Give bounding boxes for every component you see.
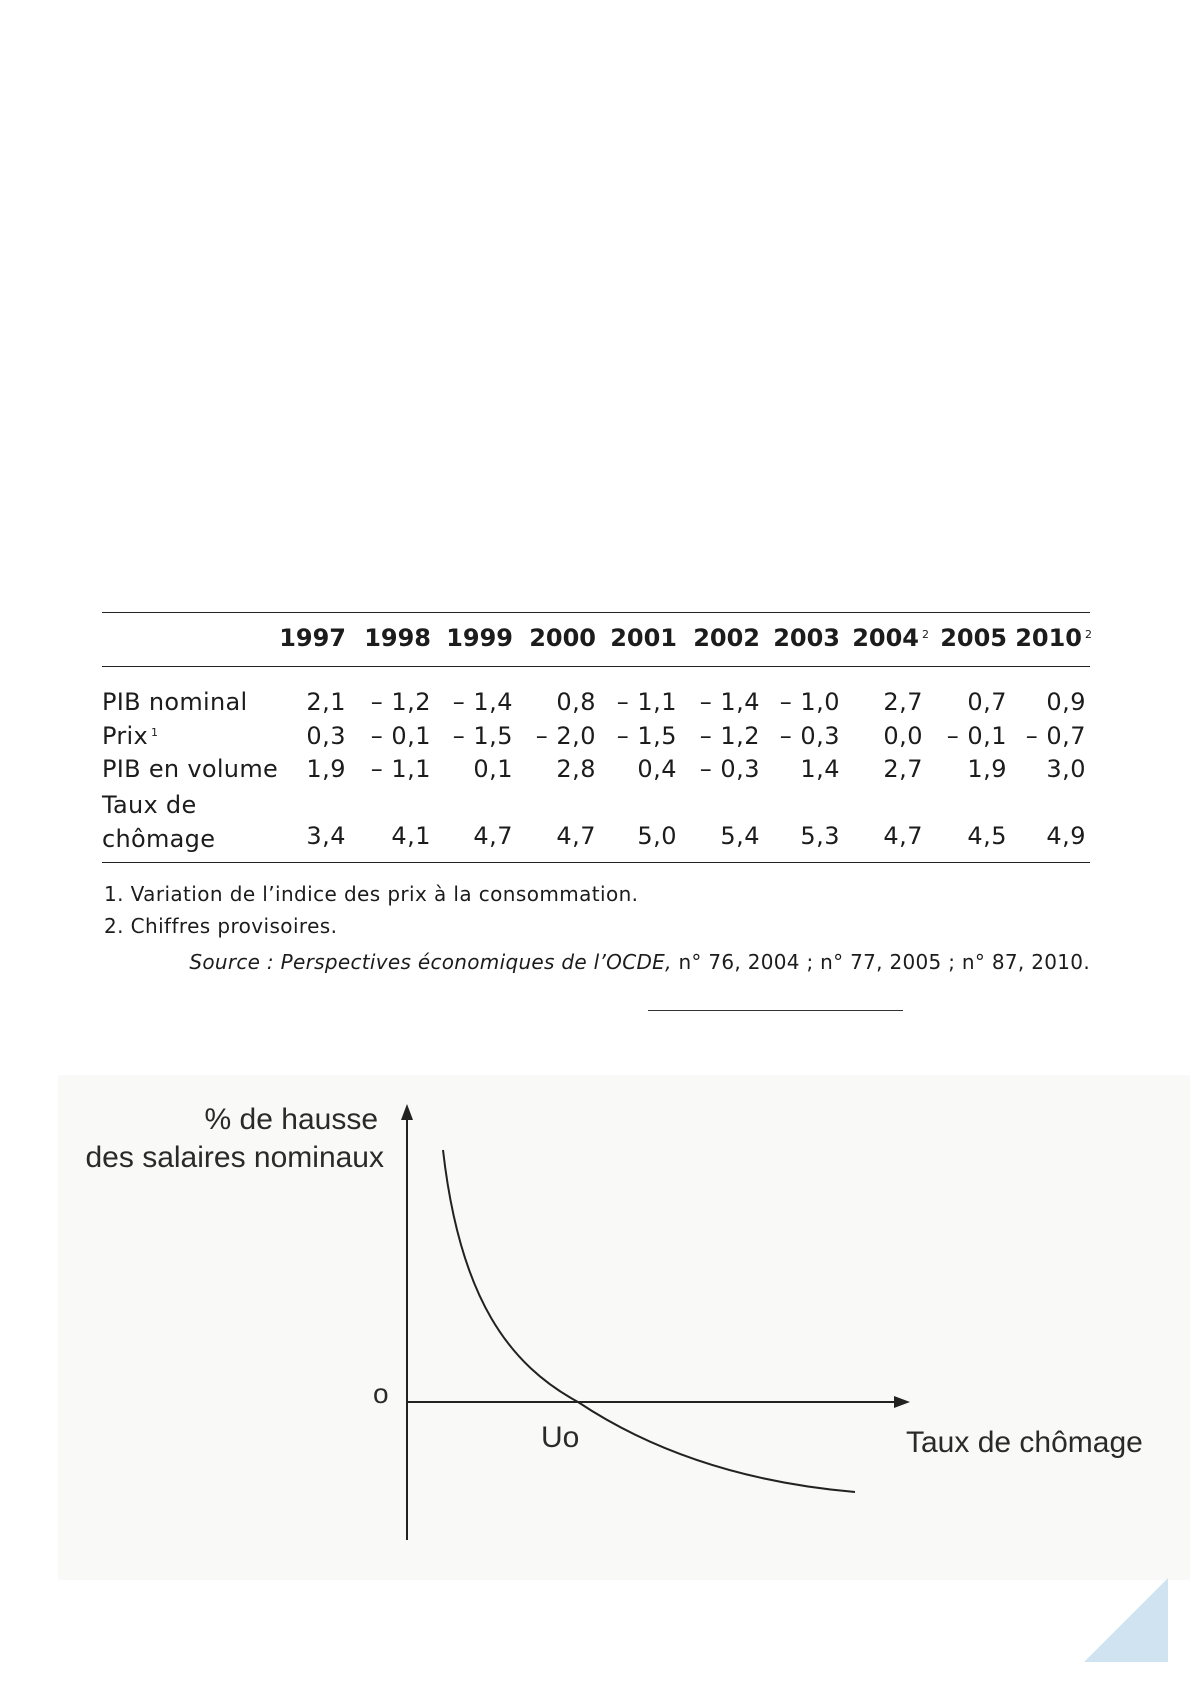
table-cell: 4,7 [473,822,513,850]
row-label-text: PIB nominal [102,688,248,716]
table-cell: 4,9 [1046,822,1086,850]
table-cell: 2,7 [883,688,923,716]
table-cell: 3,0 [1046,755,1086,783]
table-cell: 1,4 [800,755,840,783]
table-cell: 0,9 [1046,688,1086,716]
table-cell: – 0,1 [370,722,431,750]
table-cell: – 0,3 [699,755,760,783]
table-cell: 2,8 [556,755,596,783]
table-cell: – 1,0 [779,688,840,716]
year-label: 2000 [529,624,596,652]
table-cell: – 0,3 [779,722,840,750]
year-footnote-mark: 2 [922,628,929,641]
table-cell: 2,7 [883,755,923,783]
year-label: 2002 [693,624,760,652]
row-label-line2: chômage [102,825,216,853]
table-cell: – 1,1 [370,755,431,783]
table-cell: – 1,5 [616,722,677,750]
uo-label: Uo [541,1421,580,1454]
table-cell: 5,0 [637,822,677,850]
table-cell: – 1,4 [452,688,513,716]
row-label-line1: Taux de [102,791,197,819]
footnote-2: 2. Chiffres provisoires. [104,914,338,938]
table-cell: – 1,1 [616,688,677,716]
table-cell: 1,9 [967,755,1007,783]
y-axis-label-line1: % de hausse [204,1103,378,1136]
year-label: 2003 [773,624,840,652]
year-label: 1999 [446,624,513,652]
year-label: 1998 [364,624,431,652]
source-prefix: Source : [189,950,281,974]
table-cell: 0,4 [637,755,677,783]
year-label: 2010 [1015,624,1082,652]
table-cell: – 1,4 [699,688,760,716]
origin-label: o [373,1378,389,1409]
table-cell: 4,5 [967,822,1007,850]
x-axis-arrow [894,1396,910,1408]
table-cell: – 0,1 [946,722,1007,750]
table-cell: 0,1 [473,755,513,783]
table-cell: – 1,5 [452,722,513,750]
footnote-1: 1. Variation de l’indice des prix à la consommation. [104,882,639,906]
year-label: 2005 [940,624,1007,652]
row-footnote-mark: 1 [151,726,159,739]
table-cell: – 0,7 [1025,722,1086,750]
phillips-curve [443,1150,855,1492]
row-label-text: PIB en volume [102,755,279,783]
table-cell: 0,3 [306,722,346,750]
source-references: n° 76, 2004 ; n° 77, 2005 ; n° 87, 2010. [671,950,1090,974]
y-axis-label-line2: des salaires nominaux [85,1141,384,1174]
table-cell: 0,7 [967,688,1007,716]
source-title: Perspectives économiques de l’OCDE, [280,950,672,974]
table-cell: 0,0 [883,722,923,750]
table-cell: 5,3 [800,822,840,850]
table-cell: 2,1 [306,688,346,716]
table-cell: 4,7 [556,822,596,850]
table-cell: 1,9 [306,755,346,783]
table-cell: 0,8 [556,688,596,716]
table-cell: – 1,2 [699,722,760,750]
x-axis-label: Taux de chômage [906,1426,1143,1459]
row-label-text: Prix [102,722,148,750]
table-cell: 4,7 [883,822,923,850]
table-cell: – 2,0 [535,722,596,750]
table-cell: 5,4 [720,822,760,850]
year-label: 2001 [610,624,677,652]
table-cell: 3,4 [306,822,346,850]
table-cell: 4,1 [391,822,431,850]
year-label: 1997 [279,624,346,652]
year-footnote-mark: 2 [1085,628,1092,641]
table-cell: – 1,2 [370,688,431,716]
year-label: 2004 [852,624,919,652]
y-axis-arrow [401,1104,413,1120]
page-corner-fold [1084,1578,1168,1662]
